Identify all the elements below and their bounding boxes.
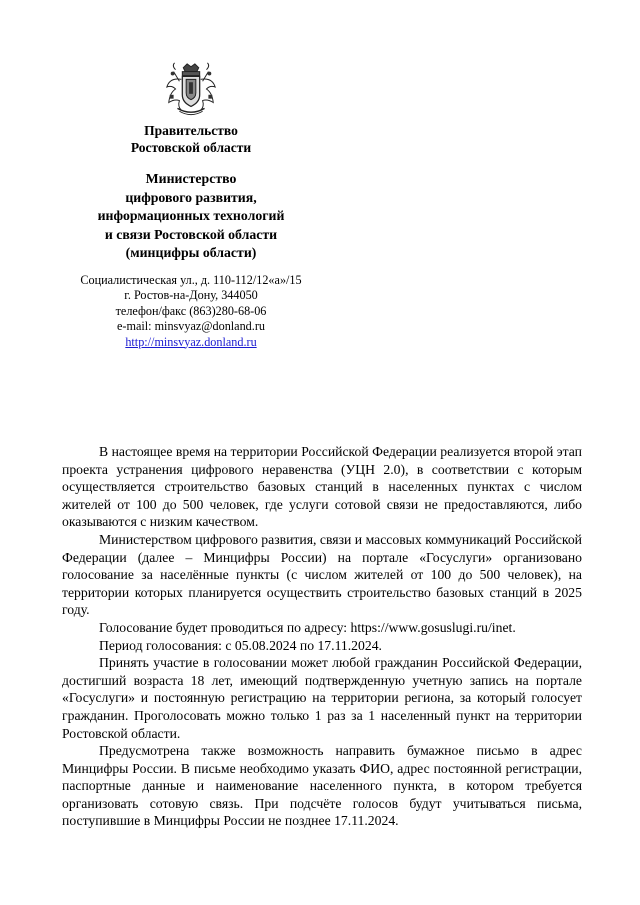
- ministry-line: (минцифры области): [125, 245, 257, 260]
- body-paragraph: Предусмотрена также возможность направить бумажное письмо в адрес Минцифры России. В письме необходимо указать ФИО, адрес постоянной регистрации, паспортные данные и наименование населенного пункта, в котором требуется организовать сотовую связь. При подсчёте голосов будут учитываться письма, поступившие в Минцифры России не позднее 17.11.2024.: [62, 743, 582, 829]
- website-link[interactable]: http://minsvyaz.donland.ru: [125, 334, 257, 349]
- government-title: [60, 122, 322, 156]
- body-paragraph: В настоящее время на территории Российской Федерации реализуется второй этап проекта устранения цифрового неравенства (УЦН 2.0), в соответствии с которым осуществляется строительство базовых станций в населенных пунктах с числом жителей от 100 до 500 человек, где услуги сотовой связи не предоставляются, либо оказываются с низким качеством.: [62, 444, 582, 530]
- body-paragraph: Период голосования: с 05.08.2024 по 17.11.2024.: [99, 637, 382, 653]
- ministry-line: цифрового развития,: [125, 189, 257, 205]
- street-address: Социалистическая ул., д. 110-112/12«а»/15: [80, 272, 302, 287]
- body-paragraph: Принять участие в голосовании может любой гражданин Российской Федерации, достигший возраста 18 лет, имеющий подтвержденную учетную запись на портале «Госуслуги» и постоянную регистрацию на территории региона, за который голосует гражданин. Проголосовать можно только 1 раз за 1 населенный пункт на территории Ростовской области.: [62, 655, 582, 741]
- city-postcode: г. Ростов-на-Дону, 344050: [124, 288, 258, 302]
- letterhead: [60, 60, 322, 350]
- ministry-title: [60, 170, 322, 263]
- email: e-mail: minsvyaz@donland.ru: [117, 319, 265, 333]
- government-line: Правительство: [144, 123, 238, 138]
- body-paragraph: Голосование будет проводиться по адресу: https://www.gosuslugi.ru/inet.: [99, 619, 516, 635]
- ministry-line: информационных технологий: [97, 208, 285, 223]
- government-line: Ростовской области: [130, 140, 252, 155]
- rostov-region-coat-of-arms-icon: [162, 60, 220, 118]
- ministry-line: Министерство: [145, 171, 237, 186]
- phone-fax: телефон/факс (863)280-68-06: [115, 303, 267, 318]
- contact-block: [60, 273, 322, 351]
- letter-body: [62, 443, 582, 830]
- ministry-line: и связи Ростовской области: [104, 226, 278, 242]
- body-paragraph: Министерством цифрового развития, связи и массовых коммуникаций Российской Федерации (далее – Минцифры России) на портале «Госуслуги» организовано голосование за населённые пункты (с числом жителей от 100 до 500 человек), на территории которых планируется осуществить строительство базовых станций в 2025 году.: [62, 531, 582, 618]
